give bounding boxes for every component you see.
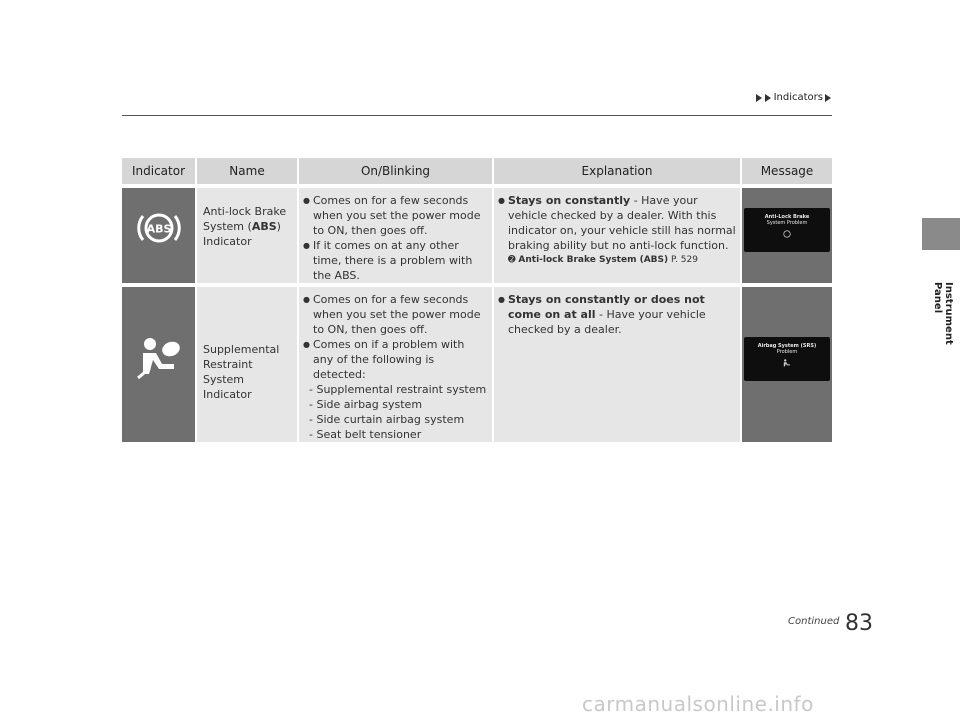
watermark: carmanualsonline.info (582, 692, 814, 716)
header-rule (122, 115, 832, 116)
column-header: Indicator (122, 158, 196, 186)
breadcrumb (756, 92, 832, 103)
column-header: Name (196, 158, 298, 186)
indicator-table (122, 158, 832, 442)
indicator-cell (122, 186, 196, 285)
column-header: Message (741, 158, 832, 186)
abs-warning-icon (135, 208, 183, 248)
explanation-text: - Have your vehicle checked by a dealer. (508, 308, 706, 336)
name-cell (196, 285, 298, 442)
indicator-name-abbr: ABS (251, 220, 277, 233)
indicator-name: Supplemental Restraint System Indicator (203, 343, 280, 401)
explanation-condition: Stays on constantly or does not come on at all (508, 293, 705, 321)
arrow-icon (765, 94, 771, 102)
explanation-text: - Have your vehicle checked by a dealer. With this indicator on, your vehicle still has normal braking ability but no anti-lock function. (508, 194, 736, 252)
sub-item: - Side curtain airbag system (309, 413, 465, 426)
reference-title: Anti-lock Brake System (ABS) (518, 255, 669, 265)
airbag-warning-icon (782, 358, 792, 368)
sub-item: - Side airbag system (309, 398, 423, 411)
indicator-name: ) Indicator (203, 220, 281, 248)
explanation-cell (493, 186, 741, 285)
cross-reference-link[interactable] (494, 255, 740, 265)
message-cell (741, 186, 832, 285)
message-subtitle: Problem (776, 349, 798, 355)
svg-text:ABS: ABS (146, 222, 171, 235)
table-row (122, 186, 832, 285)
airbag-warning-icon (134, 334, 184, 380)
name-cell (196, 186, 298, 285)
list-item (498, 193, 736, 253)
message-title: Airbag System (SRS) (757, 343, 817, 349)
column-header: Explanation (493, 158, 741, 186)
message-display (744, 208, 830, 252)
section-tab (922, 218, 960, 250)
table-row (122, 285, 832, 442)
table-header-row (122, 158, 832, 186)
list-item: ● If it comes on at any other time, there is a problem with the ABS. (303, 238, 488, 283)
arrow-icon (825, 94, 831, 102)
message-display (744, 337, 830, 381)
section-label: Instrument Panel (932, 282, 954, 345)
on-blinking-cell (298, 186, 493, 285)
explanation-cell (493, 285, 741, 442)
sub-item: - Supplemental restraint system (309, 383, 487, 396)
sub-item: - Seat belt tensioner (309, 428, 422, 441)
page-number: 83 (845, 611, 873, 636)
abs-warning-icon (780, 229, 794, 239)
list-item: ● Comes on if a problem with any of the following is detected: (303, 337, 488, 382)
list-item: ● Comes on for a few seconds when you set the power mode to ON, then goes off. (303, 193, 488, 238)
message-title: Anti-Lock Brake (764, 214, 810, 220)
reference-icon: ➋ (508, 255, 519, 265)
explanation-condition: Stays on constantly (508, 194, 631, 207)
arrow-icon (756, 94, 762, 102)
column-header: On/Blinking (298, 158, 493, 186)
on-blinking-cell (298, 285, 493, 442)
message-cell (741, 285, 832, 442)
indicator-cell (122, 285, 196, 442)
list-item (498, 292, 736, 337)
message-subtitle: System Problem (766, 220, 808, 226)
breadcrumb-label: Indicators (773, 92, 823, 103)
list-item: ● Comes on for a few seconds when you set the power mode to ON, then goes off. (303, 292, 488, 337)
reference-page: P. 529 (671, 255, 698, 265)
indicator-name: Anti-lock Brake System ( (203, 205, 287, 233)
continued-label: Continued (788, 616, 840, 627)
